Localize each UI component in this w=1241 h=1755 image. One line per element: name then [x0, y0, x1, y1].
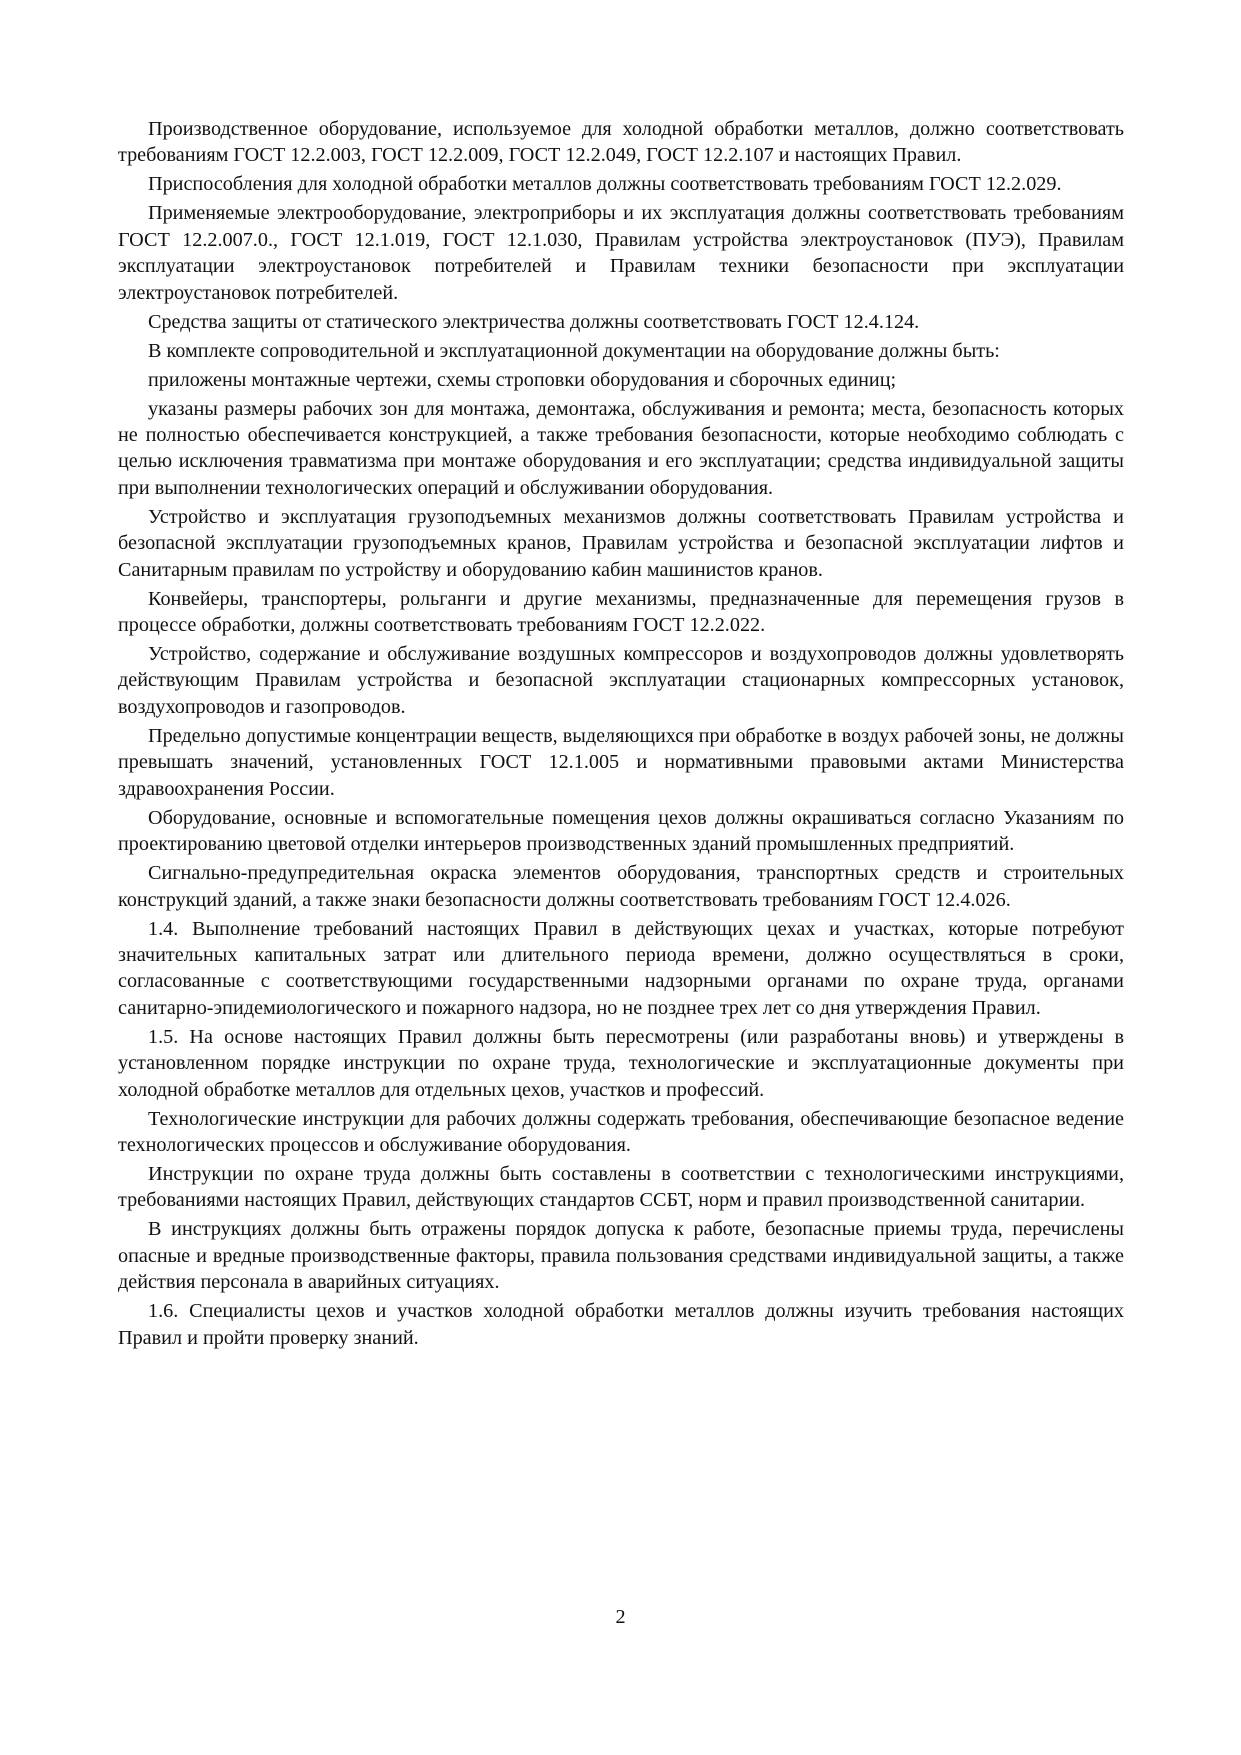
paragraph: 1.5. На основе настоящих Правил должны быть пересмотрены (или разработаны вновь) и утверждены в установленном порядке инструкции по охране труда, технологические и эксплуатационные документы при холодной обработке металлов для отдельных цехов, участков и профессий.	[118, 1025, 1124, 1101]
paragraph: Устройство, содержание и обслуживание воздушных компрессоров и воздухопроводов должны удовлетворять действующим Правилам устройства и безопасной эксплуатации стационарных компрессорных установок, воздухопроводов и газопроводов.	[118, 643, 1124, 718]
paragraph: Сигнально-предупредительная окраска элементов оборудования, транспортных средств и строительных конструкций зданий, а также знаки безопасности должны соответствовать требованиям ГОСТ 12.4.026.	[118, 862, 1124, 911]
paragraph: Конвейеры, транспортеры, рольганги и другие механизмы, предназначенные для перемещения грузов в процессе обработки, должны соответствовать требованиям ГОСТ 12.2.022.	[118, 587, 1124, 637]
paragraph: Технологические инструкции для рабочих должны содержать требования, обеспечивающие безопасное ведение технологических процессов и обслуживание оборудования.	[118, 1107, 1124, 1156]
paragraph: 1.4. Выполнение требований настоящих Правил в действующих цехах и участках, которые потребуют значительных капитальных затрат или длительного периода времени, должно осуществляться в сроки, согласованные с соответствующими государственными надзорными органами по охране труда, органами санитарно-эпидемиологического и пожарного надзора, но не позднее трех лет со дня утверждения Правил.	[118, 917, 1124, 1019]
paragraph: Приспособления для холодной обработки металлов должны соответствовать требованиям ГОСТ 12.2.029.	[148, 173, 1062, 196]
page-number: 2	[615, 1606, 626, 1628]
paragraph: Производственное оборудование, используемое для холодной обработки металлов, должно соответствовать требованиям ГОСТ 12.2.003, ГОСТ 12.2.009, ГОСТ 12.2.049, ГОСТ 12.2.107 и настоящих Правил.	[118, 118, 1124, 167]
paragraph: Предельно допустимые концентрации веществ, выделяющихся при обработке в воздух рабочей зоны, не должны превышать значений, установленных ГОСТ 12.1.005 и нормативными правовыми актами Министерства здравоохранения России.	[118, 724, 1124, 800]
paragraph: Устройство и эксплуатация грузоподъемных механизмов должны соответствовать Правилам устройства и безопасной эксплуатации грузоподъемных кранов, Правилам устройства и безопасной эксплуатации лифтов и Санитарным правилам по устройству и оборудованию кабин машинистов кранов.	[118, 505, 1124, 581]
paragraph: указаны размеры рабочих зон для монтажа, демонтажа, обслуживания и ремонта; места, безопасность которых не полностью обеспечивается конструкцией, а также требования безопасности, которые необходимо соблюдать с целью исключения травматизма при монтаже оборудования и его эксплуатации; средства индивидуальной защиты при выполнении технологических операций и обслуживании оборудования.	[118, 397, 1124, 499]
paragraph: Средства защиты от статического электричества должны соответствовать ГОСТ 12.4.124.	[148, 310, 920, 333]
paragraph: В комплекте сопроводительной и эксплуатационной документации на оборудование должны быть:	[148, 339, 1000, 362]
paragraph: 1.6. Специалисты цехов и участков холодной обработки металлов должны изучить требования настоящих Правил и пройти проверку знаний.	[118, 1300, 1124, 1349]
paragraph: В инструкциях должны быть отражены порядок допуска к работе, безопасные приемы труда, перечислены опасные и вредные производственные факторы, правила пользования средствами индивидуальной защиты, а также действия персонала в аварийных ситуациях.	[118, 1218, 1124, 1294]
paragraph: Оборудование, основные и вспомогательные помещения цехов должны окрашиваться согласно Указаниям по проектированию цветовой отделки интерьеров производственных зданий промышленных предприятий.	[118, 806, 1124, 856]
document-page	[118, 116, 1124, 1354]
paragraph: Инструкции по охране труда должны быть составлены в соответствии с технологическими инструкциями, требованиями настоящих Правил, действующих стандартов ССБТ, норм и правил производственной санитарии.	[118, 1162, 1124, 1212]
paragraph: приложены монтажные чертежи, схемы строповки оборудования и сборочных единиц;	[148, 368, 897, 391]
paragraph: Применяемые электрооборудование, электроприборы и их эксплуатация должны соответствовать требованиям ГОСТ 12.2.007.0., ГОСТ 12.1.019, ГОСТ 12.1.030, Правилам устройства электроустановок (ПУЭ), Правилам эксплуатации электроустановок потребителей и Правилам техники безопасности при эксплуатации электроустановок потребителей.	[118, 202, 1124, 304]
